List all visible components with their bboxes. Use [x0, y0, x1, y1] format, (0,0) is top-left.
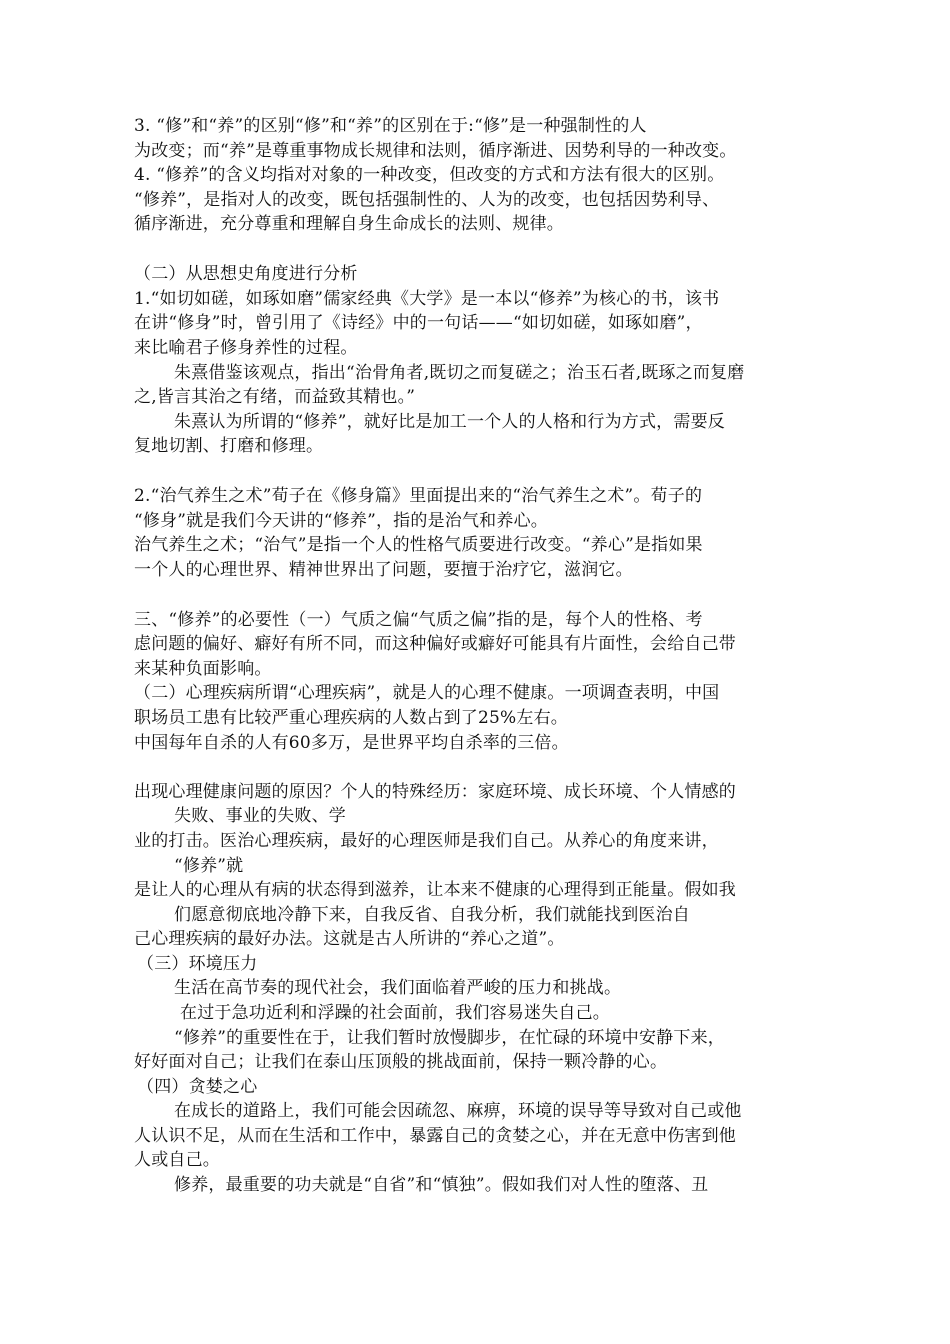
text-line: 4. “修养”的含义均指对对象的一种改变，但改变的方式和方法有很大的区别。 [134, 165, 725, 185]
text-line: 之,皆言其治之有绪，而益致其精也。” [134, 387, 416, 407]
section-heading: 三、“修养”的必要性（一）气质之偏“气质之偏”指的是，每个人的性格、考 [134, 610, 703, 630]
text-line: 是让人的心理从有病的状态得到滋养，让本来不健康的心理得到正能量。假如我 [134, 880, 736, 900]
text-line: 生活在高节奏的现代社会，我们面临着严峻的压力和挑战。 [174, 978, 622, 998]
text-line: 治气养生之术；“治气”是指一个人的性格气质要进行改变。“养心”是指如果 [134, 535, 703, 555]
text-line: 1.“如切如磋，如琢如磨”儒家经典《大学》是一本以“修养”为核心的书，该书 [134, 289, 720, 309]
text-line: 业的打击。医治心理疾病，最好的心理医师是我们自己。从养心的角度来讲， [134, 831, 719, 851]
text-line: 2.“治气养生之术”荀子在《修身篇》里面提出来的“治气养生之术”。荀子的 [134, 486, 703, 506]
text-line: 为改变；而“养”是尊重事物成长规律和法则，循序渐进、因势利导的一种改变。 [134, 141, 737, 161]
text-line: 人或自己。 [134, 1150, 220, 1170]
text-line: 在过于急功近利和浮躁的社会面前，我们容易迷失自己。 [180, 1003, 610, 1023]
text-line: 来某种负面影响。 [134, 659, 272, 679]
section-heading: （四）贪婪之心 [137, 1077, 258, 1097]
text-line: 职场员工患有比较严重心理疾病的人数占到了25%左右。 [134, 708, 568, 728]
text-line: “修养”就 [174, 856, 244, 876]
text-line: 己心理疾病的最好办法。这就是古人所讲的“养心之道”。 [134, 929, 565, 949]
text-line: 一个人的心理世界、精神世界出了问题，要擅于治疗它，滋润它。 [134, 560, 633, 580]
text-line: 朱熹借鉴该观点，指出“治骨角者,既切之而复磋之；治玉石者,既琢之而复磨 [174, 363, 745, 383]
text-line: 失败、事业的失败、学 [174, 806, 346, 826]
text-line: 修养，最重要的功夫就是“自省”和“慎独”。假如我们对人性的堕落、丑 [174, 1175, 709, 1195]
text-line: 们愿意彻底地冷静下来，自我反省、自我分析，我们就能找到医治自 [174, 905, 690, 925]
text-line: 循序渐进，充分尊重和理解自身生命成长的法则、规律。 [134, 214, 564, 234]
text-line: 朱熹认为所谓的“修养”，就好比是加工一个人的人格和行为方式，需要反 [174, 412, 725, 432]
text-line: 在讲“修身”时，曾引用了《诗经》中的一句话——“如切如磋，如琢如磨”， [134, 313, 703, 333]
text-line: 虑问题的偏好、癖好有所不同，而这种偏好或癖好可能具有片面性，会给自己带 [134, 634, 736, 654]
text-line: 人认识不足，从而在生活和工作中，暴露自己的贪婪之心，并在无意中伤害到他 [134, 1126, 736, 1146]
text-line: 出现心理健康问题的原因？个人的特殊经历：家庭环境、成长环境、个人情感的 [134, 782, 736, 802]
text-line: 来比喻君子修身养性的过程。 [134, 338, 358, 358]
text-line: “修身”就是我们今天讲的“修养”，指的是治气和养心。 [134, 511, 548, 531]
text-line: 3. “修”和“养”的区别“修”和“养”的区别在于:“修”是一种强制性的人 [134, 116, 647, 136]
text-line: （二）心理疾病所谓“心理疾病”，就是人的心理不健康。一项调查表明，中国 [134, 683, 720, 703]
text-line: 复地切割、打磨和修理。 [134, 436, 324, 456]
section-heading: （二）从思想史角度进行分析 [134, 264, 358, 284]
text-line: 中国每年自杀的人有60多万，是世界平均自杀率的三倍。 [134, 733, 569, 753]
section-heading: （三）环境压力 [137, 954, 258, 974]
text-line: 好好面对自己；让我们在泰山压顶般的挑战面前，保持一颗冷静的心。 [134, 1052, 668, 1072]
text-line: “修养”，是指对人的改变，既包括强制性的、人为的改变，也包括因势利导、 [134, 190, 720, 210]
text-line: “修养”的重要性在于，让我们暂时放慢脚步，在忙碌的环境中安静下来， [174, 1028, 725, 1048]
text-line: 在成长的道路上，我们可能会因疏忽、麻痹，环境的误导等导致对自己或他 [174, 1101, 742, 1121]
